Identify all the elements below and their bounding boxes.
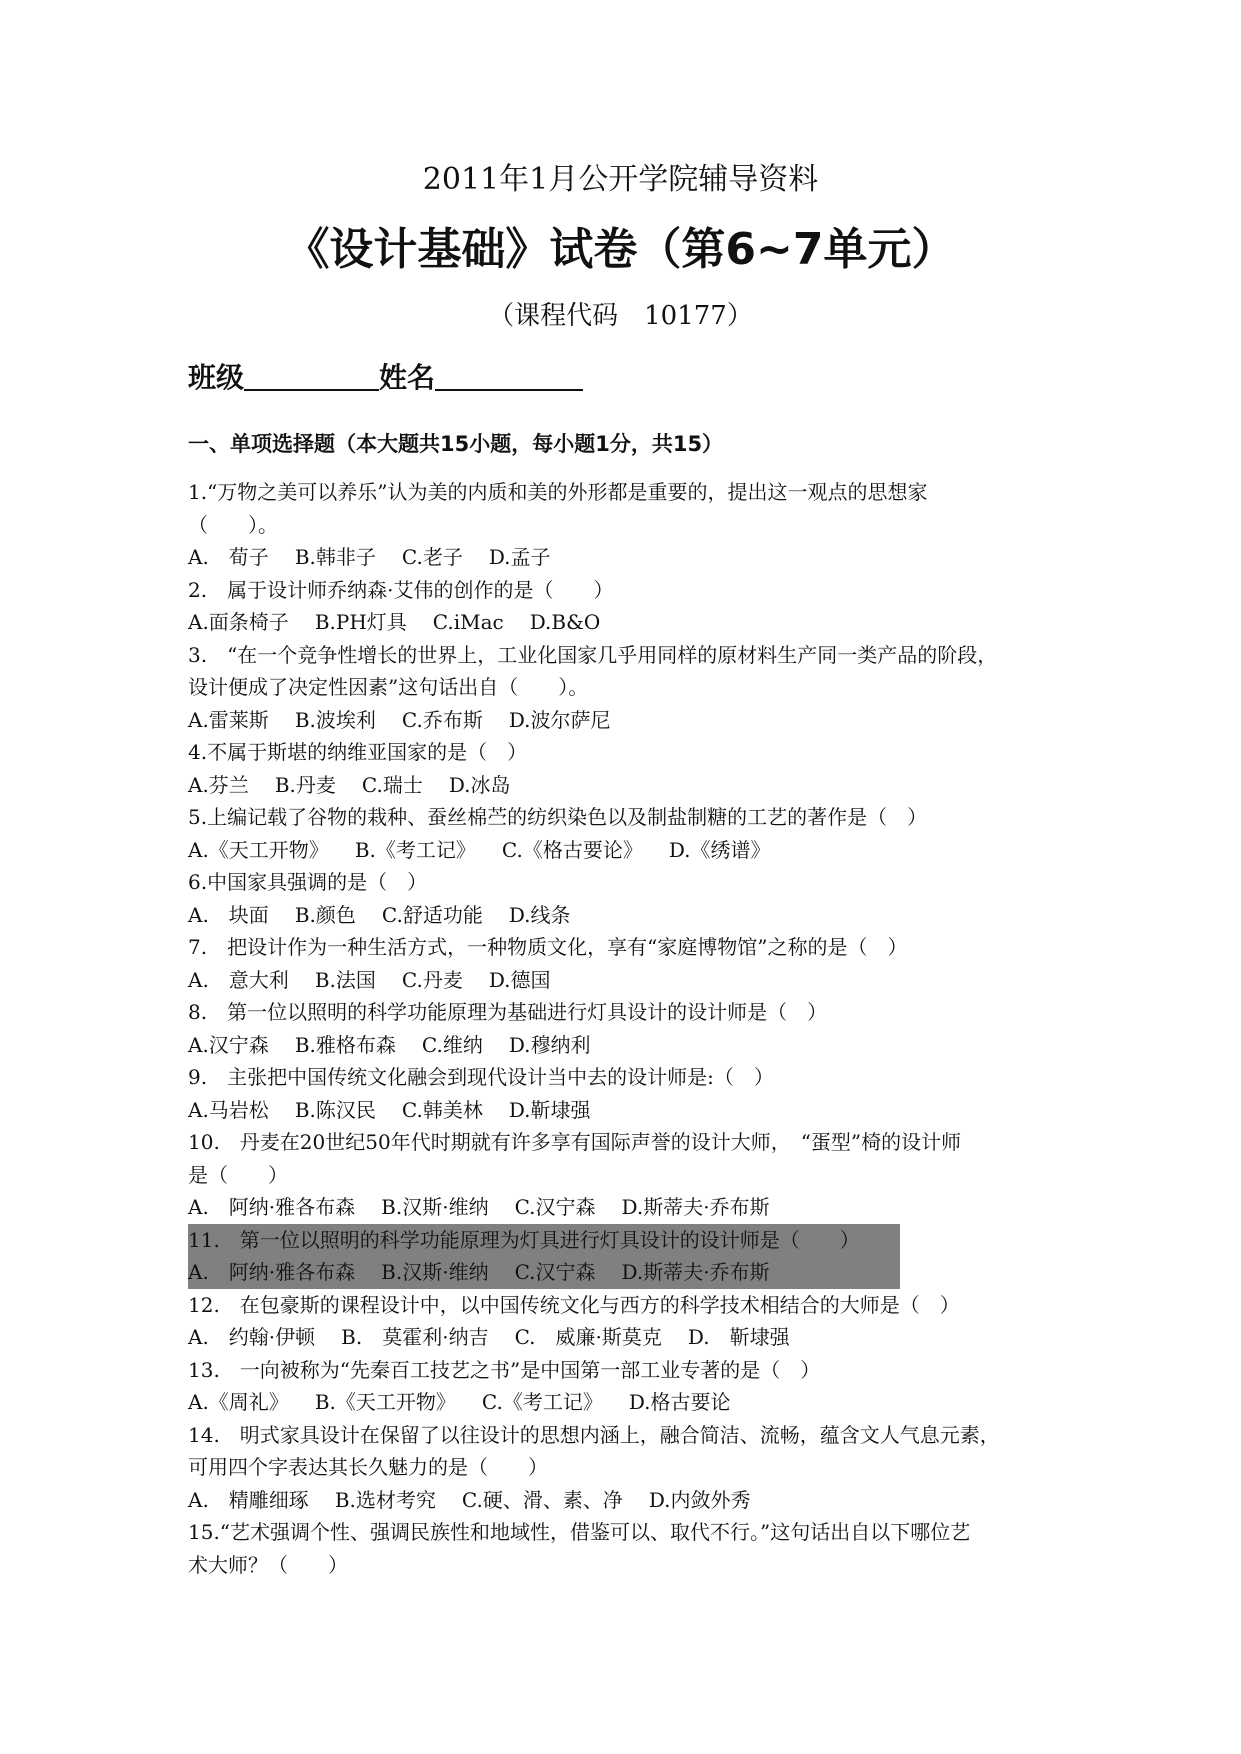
question-text-line: 14. 明式家具设计在保留了以往设计的思想内涵上，融合简洁、流畅，蕴含文人气息元素， xyxy=(188,1422,1000,1447)
option-c[interactable]: C.乔布斯 xyxy=(401,707,483,732)
question-text xyxy=(188,509,1058,542)
question-text-line: 1.“万物之美可以养乐”认为美的内质和美的外形都是重要的，提出这一观点的思想家 xyxy=(188,480,928,504)
option-a[interactable]: A. 荀子 xyxy=(188,545,269,569)
option-row xyxy=(188,1191,1058,1224)
option-d[interactable]: D.斯蒂夫·乔布斯 xyxy=(621,1195,770,1219)
option-c[interactable]: C.老子 xyxy=(401,545,463,569)
question-8 xyxy=(188,996,1058,1061)
question-text-line: 7. 把设计作为一种生活方式，一种物质文化，享有“家庭博物馆”之称的是（ ） xyxy=(188,935,908,959)
option-b[interactable]: B.陈汉民 xyxy=(294,1097,376,1122)
option-row xyxy=(188,1256,1058,1289)
option-b[interactable]: B.丹麦 xyxy=(274,772,336,797)
option-row xyxy=(188,769,1058,802)
option-c[interactable]: C.汉宁森 xyxy=(514,1260,596,1284)
section-title: 一、单项选择题（本大题共15小题，每小题1分，共15） xyxy=(188,432,724,456)
question-3 xyxy=(188,639,1058,737)
question-text xyxy=(188,736,1058,769)
question-text xyxy=(188,671,1058,704)
option-row xyxy=(188,1321,1058,1354)
option-b[interactable]: B.汉斯·维纳 xyxy=(381,1260,489,1284)
question-text xyxy=(188,1289,1058,1322)
option-d[interactable]: D. 靳埭强 xyxy=(687,1325,790,1349)
option-row xyxy=(188,1386,1058,1419)
question-6 xyxy=(188,866,1058,931)
question-text-line: （ ）。 xyxy=(188,512,278,537)
option-row xyxy=(188,606,1058,639)
option-a[interactable]: A.《天工开物》 xyxy=(188,837,329,862)
option-c[interactable]: C.维纳 xyxy=(421,1032,483,1057)
question-text xyxy=(188,1451,1058,1484)
course-code: （课程代码 10177） xyxy=(488,301,753,331)
name-label: 姓名 xyxy=(379,361,436,394)
option-a[interactable]: A.《周礼》 xyxy=(188,1390,289,1414)
question-12 xyxy=(188,1289,1058,1354)
option-b[interactable]: B.《考工记》 xyxy=(354,837,476,862)
question-text xyxy=(188,866,1058,899)
question-text-line: 13. 一向被称为“先秦百工技艺之书”是中国第一部工业专著的是（ ） xyxy=(188,1357,821,1382)
question-11 xyxy=(188,1224,1058,1289)
option-d[interactable]: D.格古要论 xyxy=(628,1390,731,1414)
option-d[interactable]: D.穆纳利 xyxy=(508,1032,591,1057)
question-text-line: 3. “在一个竞争性增长的世界上，工业化国家几乎用同样的原材料生产同一类产品的阶段， xyxy=(188,642,998,667)
question-15 xyxy=(188,1516,1058,1581)
question-text xyxy=(188,996,1058,1029)
option-d[interactable]: D.孟子 xyxy=(488,545,551,569)
option-c[interactable]: C.《格古要论》 xyxy=(501,837,643,862)
question-10 xyxy=(188,1126,1058,1224)
question-text-line: 11. 第一位以照明的科学功能原理为灯具进行灯具设计的设计师是（ ） xyxy=(188,1224,900,1257)
class-name-line xyxy=(188,358,583,398)
question-text-line: 9. 主张把中国传统文化融会到现代设计当中去的设计师是:（ ） xyxy=(188,1065,774,1089)
option-c[interactable]: C.《考工记》 xyxy=(481,1390,603,1414)
option-d[interactable]: D.冰岛 xyxy=(448,772,511,797)
question-text xyxy=(188,931,1058,964)
option-a[interactable]: A.雷莱斯 xyxy=(188,707,269,732)
header-line1: 2011年1月公开学院辅导资料 xyxy=(422,162,819,197)
question-1 xyxy=(188,476,1058,574)
option-d[interactable]: D.内敛外秀 xyxy=(648,1487,751,1512)
option-d[interactable]: D.B&O xyxy=(529,610,601,634)
question-text xyxy=(188,1354,1058,1387)
question-text xyxy=(188,574,1058,607)
question-5 xyxy=(188,801,1058,866)
option-b[interactable]: B.汉斯·维纳 xyxy=(381,1195,489,1219)
option-row xyxy=(188,899,1058,932)
question-text xyxy=(188,1159,1058,1192)
question-list xyxy=(188,476,1058,1581)
question-text xyxy=(188,1549,1058,1582)
option-a[interactable]: A.汉宁森 xyxy=(188,1032,269,1057)
question-text-line: 是（ ） xyxy=(188,1162,288,1187)
question-2 xyxy=(188,574,1058,639)
option-a[interactable]: A.芬兰 xyxy=(188,772,249,797)
option-d[interactable]: D.靳埭强 xyxy=(508,1097,591,1122)
option-c[interactable]: C.汉宁森 xyxy=(514,1195,596,1219)
option-row xyxy=(188,704,1058,737)
option-row xyxy=(188,541,1058,574)
question-text-line: 4.不属于斯堪的纳维亚国家的是（ ） xyxy=(188,740,528,764)
option-a[interactable]: A. 精雕细琢 xyxy=(188,1487,309,1512)
option-b[interactable]: B.《天工开物》 xyxy=(314,1390,456,1414)
question-4 xyxy=(188,736,1058,801)
class-label: 班级 xyxy=(188,361,245,394)
option-b[interactable]: B.颜色 xyxy=(294,902,356,927)
question-text-line: 12. 在包豪斯的课程设计中，以中国传统文化与西方的科学技术相结合的大师是（ ） xyxy=(188,1292,960,1317)
option-a[interactable]: A. 意大利 xyxy=(188,967,289,992)
question-text xyxy=(188,1061,1058,1094)
option-a[interactable]: A. 阿纳·雅各布森 xyxy=(188,1260,356,1284)
question-14 xyxy=(188,1419,1058,1517)
option-row xyxy=(188,834,1058,867)
question-text xyxy=(188,1126,1058,1159)
question-text xyxy=(188,1419,1058,1452)
option-c[interactable]: C.iMac xyxy=(432,610,504,634)
option-b[interactable]: B.PH灯具 xyxy=(314,610,407,634)
option-b[interactable]: B. 莫霍利·纳吉 xyxy=(341,1325,489,1349)
option-a[interactable]: A. 块面 xyxy=(188,902,269,927)
option-b[interactable]: B.波埃利 xyxy=(294,707,376,732)
option-row xyxy=(188,964,1058,997)
question-text-line: 设计便成了决定性因素”这句话出自（ ）。 xyxy=(188,675,589,699)
option-c[interactable]: C.韩美林 xyxy=(401,1097,483,1122)
exam-title: 《设计基础》试卷（第6~7单元） xyxy=(285,224,956,275)
question-text-line: 15.“艺术强调个性、强调民族性和地域性，借鉴可以、取代不行。”这句话出自以下哪位艺 xyxy=(188,1520,971,1544)
option-d[interactable]: D.德国 xyxy=(488,967,551,992)
question-text xyxy=(188,476,1058,509)
question-text xyxy=(188,1516,1058,1549)
option-b[interactable]: B.雅格布森 xyxy=(294,1032,396,1057)
question-text-line: 2. 属于设计师乔纳森·艾伟的创作的是（ ） xyxy=(188,577,614,602)
name-blank[interactable] xyxy=(435,359,583,391)
option-b[interactable]: B.法国 xyxy=(314,967,376,992)
option-b[interactable]: B.选材考究 xyxy=(334,1487,436,1512)
option-row xyxy=(188,1029,1058,1062)
question-text-line: 可用四个字表达其长久魅力的是（ ） xyxy=(188,1455,548,1479)
option-c[interactable]: C. 威廉·斯莫克 xyxy=(514,1325,662,1349)
question-text-line: 6.中国家具强调的是（ ） xyxy=(188,870,428,894)
question-text-line: 8. 第一位以照明的科学功能原理为基础进行灯具设计的设计师是（ ） xyxy=(188,1000,828,1024)
question-text-line: 5.上编记载了谷物的栽种、蚕丝棉苎的纺织染色以及制盐制糖的工艺的著作是（ ） xyxy=(188,805,928,829)
question-7 xyxy=(188,931,1058,996)
option-d[interactable]: D.斯蒂夫·乔布斯 xyxy=(621,1260,770,1284)
option-a[interactable]: A.面条椅子 xyxy=(188,610,289,634)
question-text-line: 术大师？（ ） xyxy=(188,1552,348,1577)
option-c[interactable]: C.舒适功能 xyxy=(381,902,483,927)
question-text xyxy=(188,1224,1058,1257)
option-d[interactable]: D.线条 xyxy=(508,902,571,927)
class-blank[interactable] xyxy=(244,359,379,391)
option-d[interactable]: D.《绣谱》 xyxy=(668,837,771,862)
question-text xyxy=(188,801,1058,834)
question-13 xyxy=(188,1354,1058,1419)
option-c[interactable]: C.丹麦 xyxy=(401,967,463,992)
option-a[interactable]: A. 约翰·伊顿 xyxy=(188,1325,316,1349)
question-text-line: 10. 丹麦在20世纪50年代时期就有许多享有国际声誉的设计大师， “蛋型”椅的设计师 xyxy=(188,1130,962,1154)
option-a[interactable]: A.马岩松 xyxy=(188,1097,269,1122)
option-d[interactable]: D.波尔萨尼 xyxy=(508,707,611,732)
question-text xyxy=(188,639,1058,672)
option-row xyxy=(188,1484,1058,1517)
option-a[interactable]: A. 阿纳·雅各布森 xyxy=(188,1195,356,1219)
option-b[interactable]: B.韩非子 xyxy=(294,545,376,569)
option-row xyxy=(188,1094,1058,1127)
question-9 xyxy=(188,1061,1058,1126)
option-c[interactable]: C.瑞士 xyxy=(361,772,423,797)
option-c[interactable]: C.硬、滑、素、净 xyxy=(461,1487,623,1512)
